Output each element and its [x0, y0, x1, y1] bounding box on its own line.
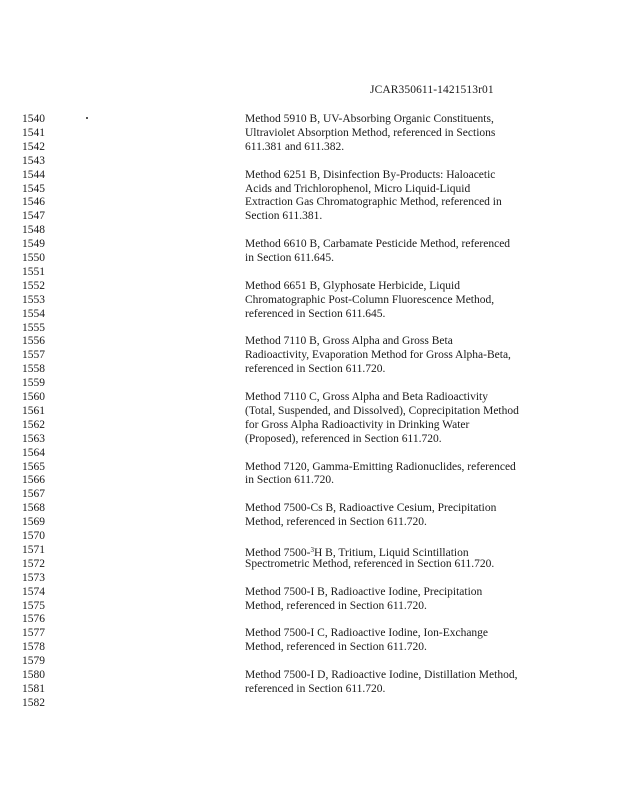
- line-number: 1565: [22, 460, 45, 473]
- text-line: Section 611.381.: [245, 210, 323, 223]
- line-number: 1566: [22, 474, 45, 487]
- text-line: Method 7110 B, Gross Alpha and Gross Beta: [245, 335, 453, 348]
- text-line: Method 7500-I C, Radioactive Iodine, Ion-Exchange: [245, 627, 489, 640]
- tritium-superscript: 3: [310, 545, 314, 554]
- tritium-suffix: H B, Tritium, Liquid Scintillation: [313, 546, 469, 559]
- line-number: 1569: [22, 516, 45, 529]
- text-line: Ultraviolet Absorption Method, referenced in Sections: [245, 126, 496, 139]
- text-line: Method 6610 B, Carbamate Pesticide Method, referenced: [245, 238, 511, 251]
- text-line: Method 7120, Gamma-Emitting Radionuclides, referenced: [245, 460, 516, 473]
- text-line: referenced in Section 611.645.: [245, 307, 386, 320]
- line-number: 1581: [22, 682, 45, 695]
- text-line: Method, referenced in Section 611.720.: [245, 516, 427, 529]
- line-number: 1540: [22, 113, 45, 125]
- text-line: Method, referenced in Section 611.720.: [245, 599, 427, 612]
- text-line: Method 7110 C, Gross Alpha and Beta Radioactivity: [245, 391, 488, 403]
- line-number: 1552: [22, 279, 45, 292]
- line-number: 1553: [22, 293, 45, 306]
- line-number: 1547: [22, 210, 45, 223]
- line-number: 1555: [22, 321, 45, 334]
- line-number: 1564: [22, 446, 45, 459]
- stray-mark: [86, 117, 88, 119]
- line-number: 1561: [22, 404, 45, 417]
- line-number: 1579: [22, 655, 45, 668]
- line-number: 1558: [22, 363, 45, 376]
- text-line: Method 7500-Cs B, Radioactive Cesium, Precipitation: [245, 502, 497, 515]
- text-line: 611.381 and 611.382.: [245, 140, 345, 153]
- line-number: 1576: [22, 613, 45, 626]
- line-number: 1550: [22, 252, 45, 264]
- line-number: 1557: [22, 349, 45, 362]
- line-number: 1574: [22, 585, 45, 598]
- text-line: referenced in Section 611.720.: [245, 682, 386, 695]
- line-number: 1548: [22, 224, 45, 237]
- line-number: 1573: [22, 571, 45, 584]
- tritium-prefix: Method 7500-: [245, 546, 311, 559]
- line-number: 1575: [22, 599, 45, 612]
- text-line: in Section 611.720.: [245, 474, 335, 487]
- text-line: referenced in Section 611.720.: [245, 363, 386, 376]
- text-line: Method 6251 B, Disinfection By-Products: Haloacetic: [245, 168, 496, 181]
- line-number: 1578: [22, 641, 45, 654]
- line-number: 1554: [22, 307, 45, 320]
- document-id-header: JCAR350611-1421513r01: [370, 84, 494, 96]
- text-line: Method 6651 B, Glyphosate Herbicide, Liquid: [245, 279, 460, 292]
- text-line: Radioactivity, Evaporation Method for Gross Alpha-Beta,: [245, 349, 511, 362]
- line-number: 1560: [22, 391, 45, 403]
- text-line: Method 5910 B, UV-Absorbing Organic Constituents,: [245, 113, 494, 125]
- text-line: Chromatographic Post-Column Fluorescence Method,: [245, 293, 495, 306]
- line-number: 1577: [22, 627, 45, 640]
- text-line: Acids and Trichlorophenol, Micro Liquid-Liquid: [245, 182, 471, 195]
- line-number: 1544: [22, 168, 45, 181]
- line-number: 1563: [22, 432, 45, 445]
- line-number: 1571: [22, 543, 45, 556]
- text-line: Method 7500-I B, Radioactive Iodine, Precipitation: [245, 585, 483, 598]
- line-number: 1580: [22, 669, 45, 681]
- line-number: 1551: [22, 265, 45, 278]
- text-line: (Total, Suspended, and Dissolved), Coprecipitation Method: [245, 404, 519, 417]
- line-number: 1568: [22, 502, 45, 515]
- text-line: Extraction Gas Chromatographic Method, referenced in: [245, 196, 502, 209]
- text-line: Spectrometric Method, referenced in Section 611.720.: [245, 557, 495, 570]
- line-number: 1546: [22, 196, 45, 209]
- line-number: 1542: [22, 140, 45, 153]
- line-number: 1559: [22, 377, 45, 390]
- line-number: 1556: [22, 335, 45, 348]
- line-number: 1562: [22, 418, 45, 431]
- line-number: 1541: [22, 126, 45, 139]
- text-line: in Section 611.645.: [245, 252, 335, 264]
- line-number: 1543: [22, 154, 45, 167]
- line-number: 1549: [22, 238, 45, 251]
- line-number: 1567: [22, 488, 45, 501]
- text-line: Method, referenced in Section 611.720.: [245, 641, 427, 654]
- text-line: (Proposed), referenced in Section 611.720.: [245, 432, 442, 445]
- line-number: 1582: [22, 696, 45, 709]
- text-line: Method 7500-I D, Radioactive Iodine, Distillation Method,: [245, 669, 518, 681]
- line-number: 1545: [22, 182, 45, 195]
- line-number: 1572: [22, 557, 45, 570]
- text-line: for Gross Alpha Radioactivity in Drinking Water: [245, 418, 470, 431]
- line-number: 1570: [22, 530, 45, 542]
